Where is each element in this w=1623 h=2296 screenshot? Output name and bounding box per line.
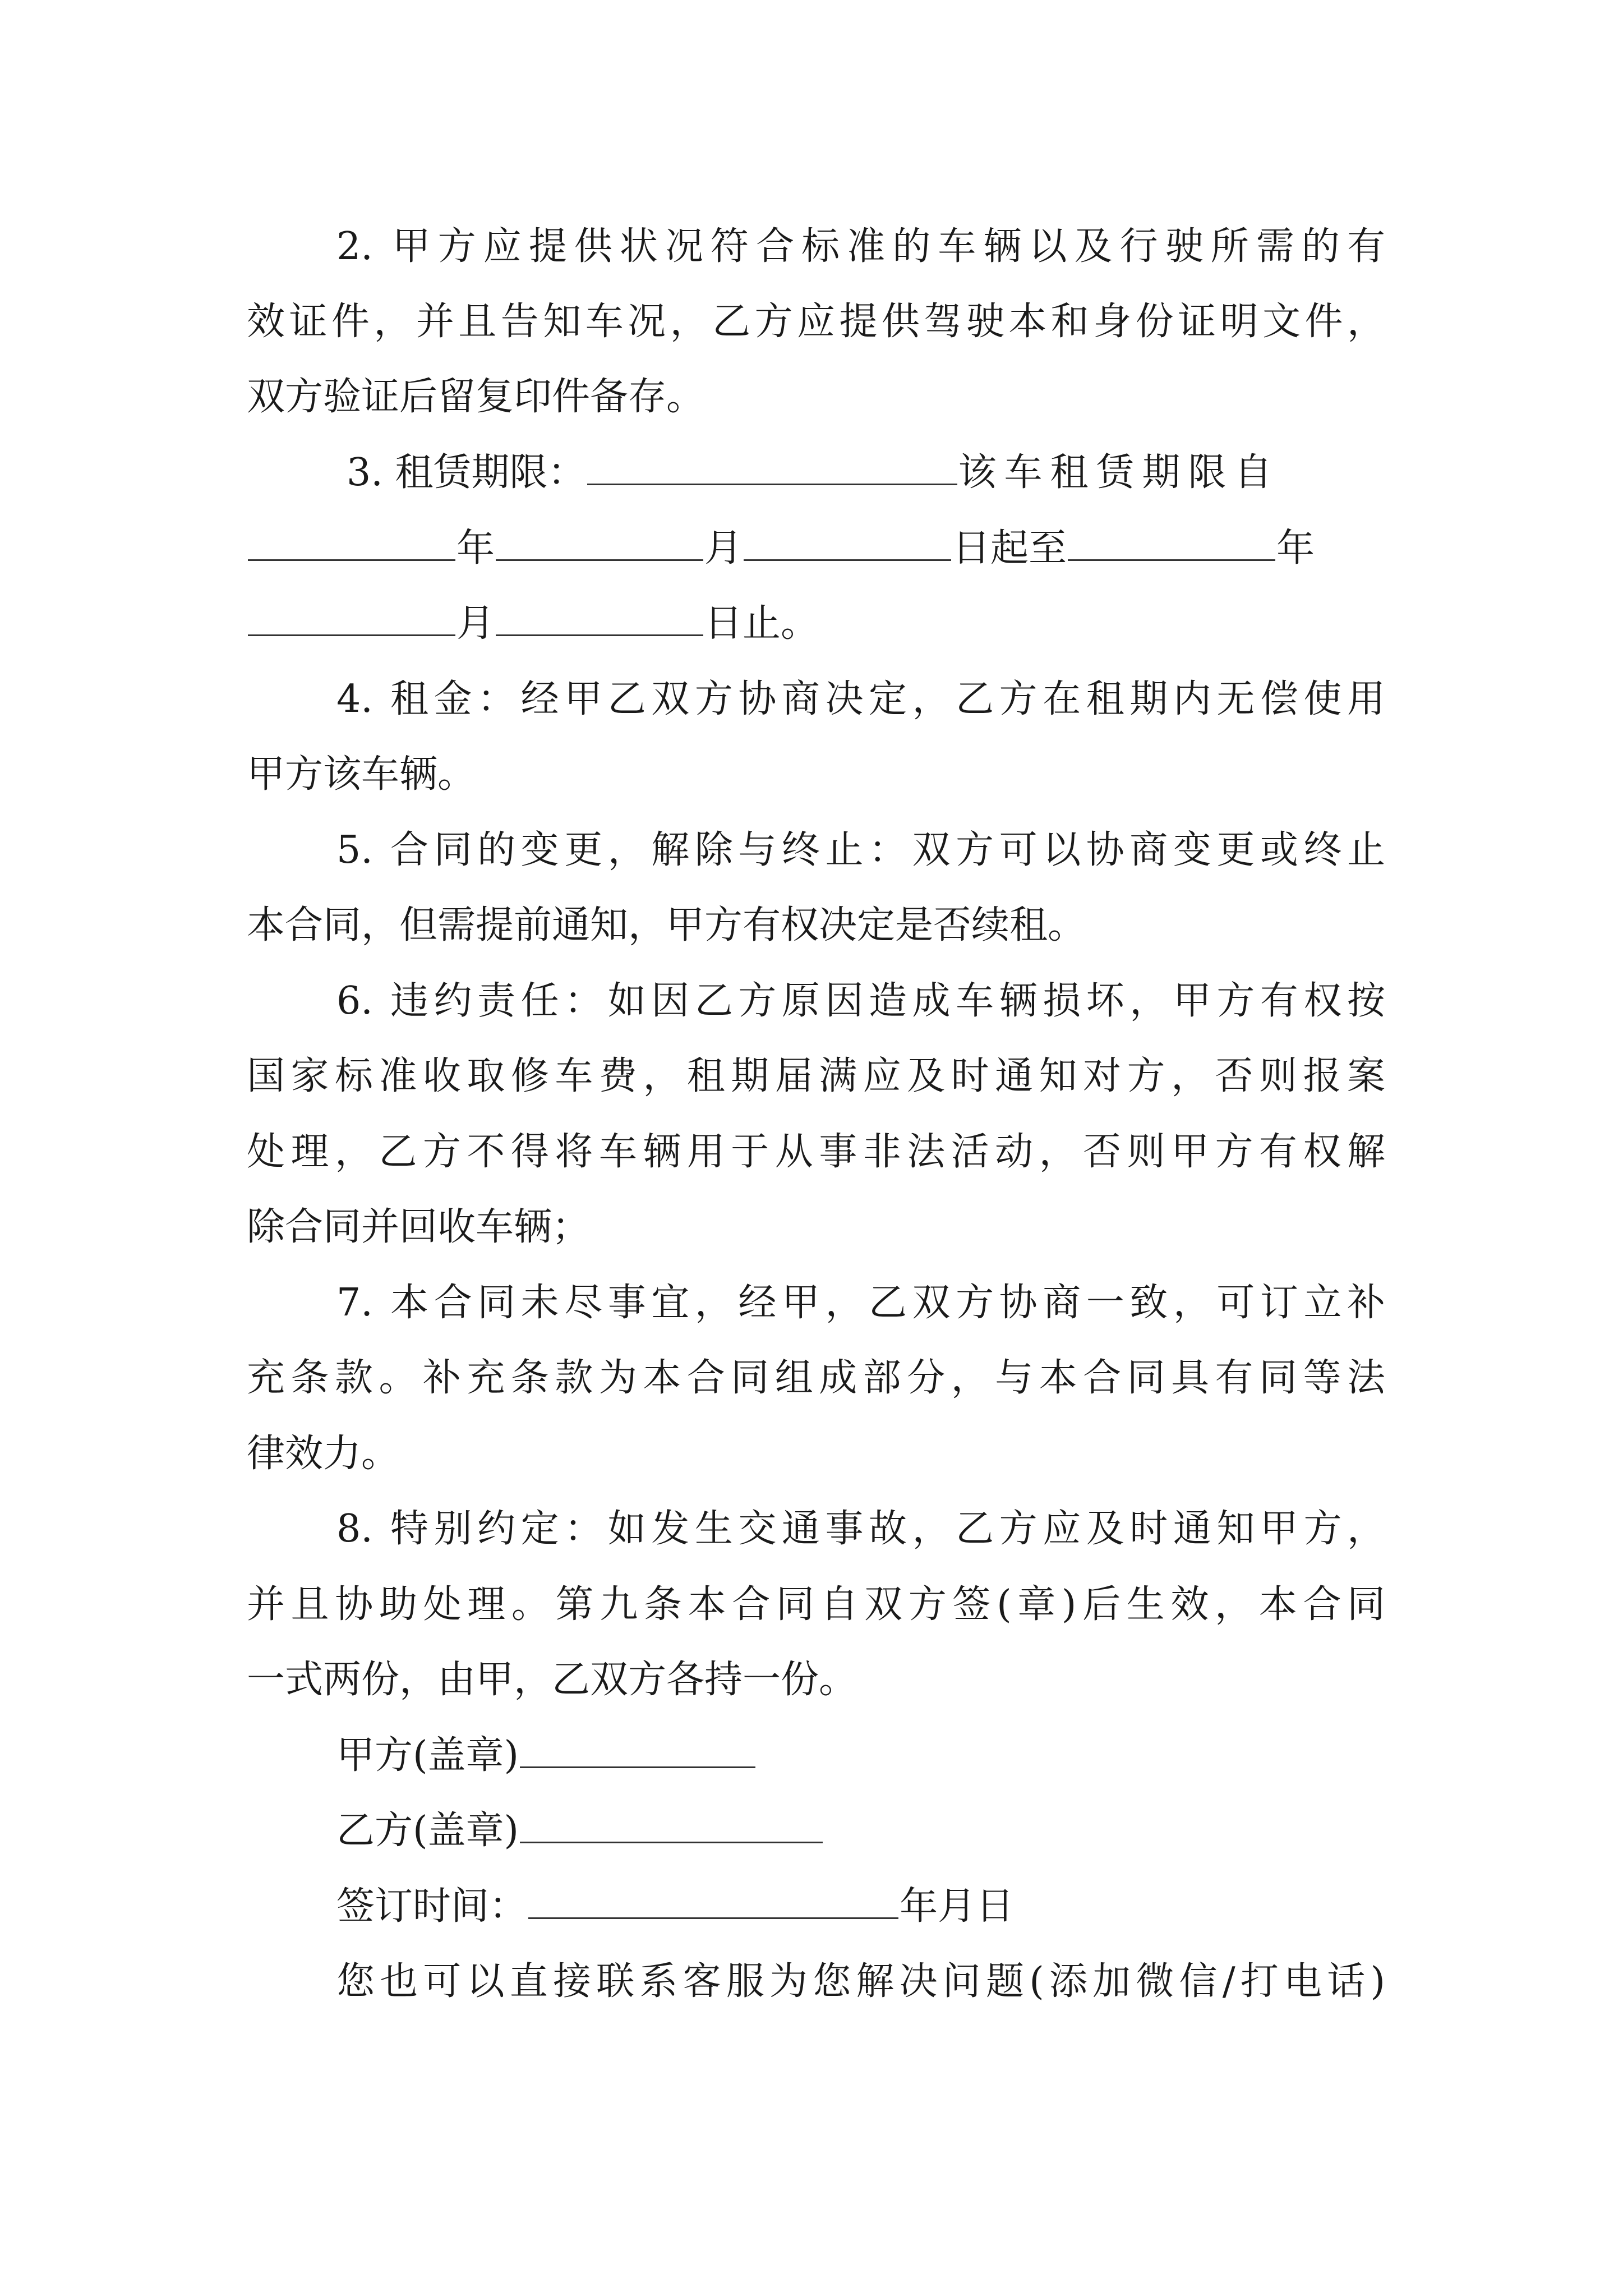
lease-term-blank[interactable] <box>587 449 957 485</box>
clause-6-line-4: 除合同并回收车辆； <box>247 1205 591 1249</box>
clause-7-line-1: 7. 本合同未尽事宜，经甲，乙双方协商一致，可订立补 <box>336 1281 1385 1325</box>
sign-date-suffix: 年月日 <box>900 1884 1015 1929</box>
clause-7-line-2: 充条款。补充条款为本合同组成部分，与本合同具有同等法 <box>247 1356 1385 1400</box>
end-year-label: 年 <box>1276 526 1315 570</box>
clause-6-line-1: 6. 违约责任：如因乙方原因造成车辆损坏，甲方有权按 <box>336 979 1385 1023</box>
party-b-label: 乙方(盖章) <box>336 1809 519 1853</box>
clause-7-line-3: 律效力。 <box>247 1432 400 1476</box>
start-year-blank[interactable] <box>248 524 455 561</box>
start-month-blank[interactable] <box>496 524 703 561</box>
party-a-signature-line <box>336 1728 1385 1784</box>
sign-time-line <box>336 1879 1385 1935</box>
clause-6-line-3: 处理，乙方不得将车辆用于从事非法活动，否则甲方有权解 <box>247 1130 1385 1174</box>
sign-time-blank[interactable] <box>528 1883 898 1919</box>
clause-4-line-2: 甲方该车辆。 <box>247 752 476 797</box>
end-month-blank[interactable] <box>248 600 455 636</box>
clause-6-line-2: 国家标准收取修车费，租期届满应及时通知对方，否则报案 <box>247 1054 1385 1098</box>
lease-term-label: 3. 租赁期限： <box>347 450 586 495</box>
end-day-label: 日止。 <box>704 601 819 646</box>
clause-8-line-3: 一式两份，由甲，乙双方各持一份。 <box>247 1658 857 1702</box>
clause-8-line-2: 并且协助处理。第九条本合同自双方签(章)后生效，本合同 <box>247 1582 1385 1627</box>
clause-3-line-1 <box>347 445 1385 501</box>
party-a-seal-blank[interactable] <box>520 1732 755 1768</box>
party-b-signature-line <box>336 1803 1385 1859</box>
clause-4-line-1: 4. 租金：经甲乙双方协商决定，乙方在租期内无偿使用 <box>336 677 1385 721</box>
end-month-label: 月 <box>457 601 495 646</box>
clause-8-line-1: 8. 特别约定：如发生交通事故，乙方应及时通知甲方， <box>336 1507 1385 1551</box>
clause-3-line-3 <box>247 596 1385 652</box>
party-a-label: 甲方(盖章) <box>336 1733 519 1778</box>
start-year-label: 年 <box>457 526 495 570</box>
lease-term-suffix: 该车租赁期限自 <box>958 450 1280 495</box>
party-b-seal-blank[interactable] <box>520 1807 823 1843</box>
sign-time-label: 签订时间： <box>336 1884 528 1929</box>
clause-5-line-2: 本合同，但需提前通知，甲方有权决定是否续租。 <box>247 903 1086 947</box>
start-day-label: 日起至 <box>952 526 1067 570</box>
start-month-label: 月 <box>704 526 743 570</box>
start-day-blank[interactable] <box>744 524 951 561</box>
clause-2-line-2: 效证件，并且告知车况，乙方应提供驾驶本和身份证明文件， <box>247 300 1385 344</box>
clause-3-line-2 <box>247 521 1385 577</box>
clause-5-line-1: 5. 合同的变更，解除与终止：双方可以协商变更或终止 <box>336 828 1385 872</box>
clause-2-line-3: 双方验证后留复印件备存。 <box>247 375 705 419</box>
clause-2-line-1: 2. 甲方应提供状况符合标准的车辆以及行驶所需的有 <box>336 224 1385 269</box>
end-year-blank[interactable] <box>1068 524 1275 561</box>
footer-contact-note: 您也可以直接联系客服为您解决问题(添加微信/打电话) <box>336 1959 1385 2004</box>
end-day-blank[interactable] <box>496 600 703 636</box>
